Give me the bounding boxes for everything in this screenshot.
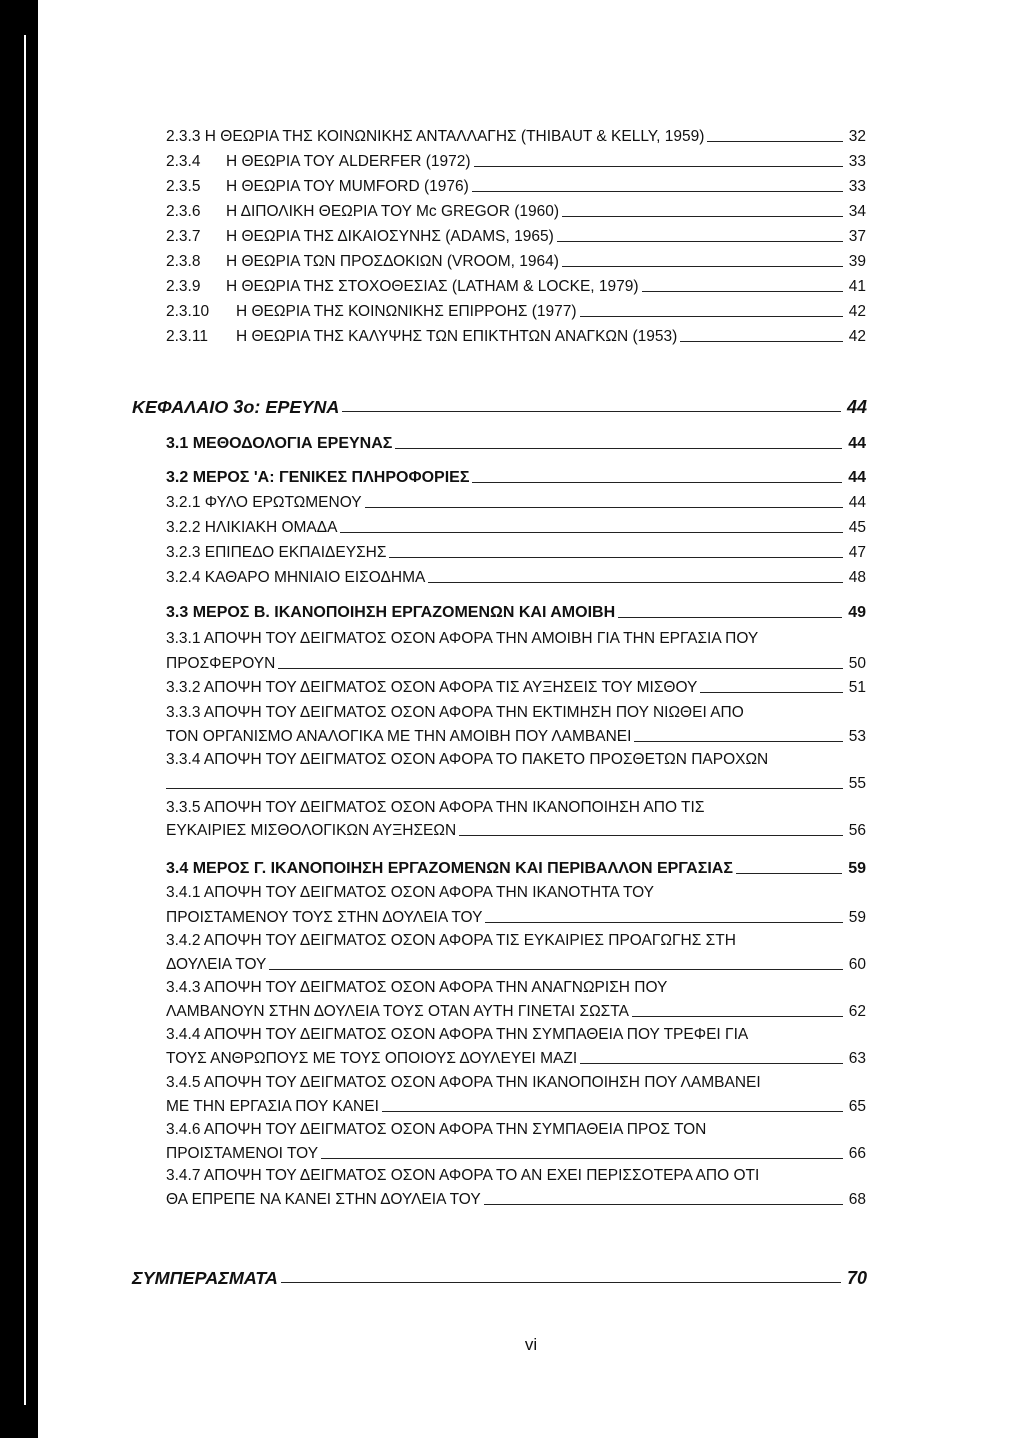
- leader-line: [428, 582, 842, 583]
- toc-section-3-4: 3.4 ΜΕΡΟΣ Γ. ΙΚΑΝΟΠΟΙΗΣΗ ΕΡΓΑΖΟΜΕΝΩΝ ΚΑΙ ΠΕΡΙΒΑΛΛΟΝ ΕΡΓΑΣΙΑΣ 59: [166, 860, 866, 877]
- leader-line: [700, 692, 842, 693]
- toc-entry-3-3-2: 3.3.2 ΑΠΟΨΗ ΤΟΥ ΔΕΙΓΜΑΤΟΣ ΟΣΟΝ ΑΦΟΡΑ ΤΙΣ ΑΥΞΗΣΕΙΣ ΤΟΥ ΜΙΣΘΟΥ 51: [166, 679, 866, 696]
- leader-line: [459, 835, 843, 836]
- leader-line: [557, 241, 843, 242]
- leader-line: [474, 166, 843, 167]
- scan-edge-line: [24, 35, 26, 1405]
- toc-entry-3-4-7-line1: 3.4.7 ΑΠΟΨΗ ΤΟΥ ΔΕΙΓΜΑΤΟΣ ΟΣΟΝ ΑΦΟΡΑ ΤΟ ΑΝ ΕΧΕΙ ΠΕΡΙΣΣΟΤΕΡΑ ΑΠΟ ΟΤΙ: [166, 1167, 760, 1184]
- toc-entry-2-3-3: 2.3.3 Η ΘΕΩΡΙΑ ΤΗΣ ΚΟΙΝΩΝΙΚΗΣ ΑΝΤΑΛΛΑΓΗΣ (THIBAUT & KELLY, 1959) 32: [166, 128, 866, 145]
- toc-conclusions: ΣΥΜΠΕΡΑΣΜΑΤΑ 70: [132, 1268, 867, 1288]
- leader-line: [340, 532, 842, 533]
- leader-line: [269, 969, 842, 970]
- toc-entry-2-3-6: 2.3.6 Η ΔΙΠΟΛΙΚΗ ΘΕΩΡΙΑ ΤΟΥ Mc GREGOR (1960) 34: [166, 203, 866, 220]
- leader-line: [736, 873, 842, 874]
- toc-entry-2-3-11: 2.3.11 Η ΘΕΩΡΙΑ ΤΗΣ ΚΑΛΥΨΗΣ ΤΩΝ ΕΠΙΚΤΗΤΩΝ ΑΝΑΓΚΩΝ (1953) 42: [166, 328, 866, 345]
- toc-entry-3-4-3: ΛΑΜΒΑΝΟΥΝ ΣΤΗΝ ΔΟΥΛΕΙΑ ΤΟΥΣ ΟΤΑΝ ΑΥΤΗ ΓΙΝΕΤΑΙ ΣΩΣΤΑ 62: [166, 1003, 866, 1020]
- toc-entry-3-2-1: 3.2.1 ΦΥΛΟ ΕΡΩΤΩΜΕΝΟΥ 44: [166, 494, 866, 511]
- leader-line: [342, 411, 841, 412]
- leader-line: [166, 788, 843, 789]
- toc-entry-2-3-8: 2.3.8 Η ΘΕΩΡΙΑ ΤΩΝ ΠΡΟΣΔΟΚΙΩΝ (VROOM, 1964) 39: [166, 253, 866, 270]
- toc-section-3-3: 3.3 ΜΕΡΟΣ Β. ΙΚΑΝΟΠΟΙΗΣΗ ΕΡΓΑΖΟΜΕΝΩΝ ΚΑΙ ΑΜΟΙΒΗ 49: [166, 604, 866, 621]
- toc-section-3-1: 3.1 ΜΕΘΟΔΟΛΟΓΙΑ ΕΡΕΥΝΑΣ 44: [166, 435, 866, 452]
- leader-line: [389, 557, 842, 558]
- toc-entry-3-4-4: ΤΟΥΣ ΑΝΘΡΩΠΟΥΣ ΜΕ ΤΟΥΣ ΟΠΟΙΟΥΣ ΔΟΥΛΕΥΕΙ ΜΑΖΙ 63: [166, 1050, 866, 1067]
- toc-entry-3-3-1-line1: 3.3.1 ΑΠΟΨΗ ΤΟΥ ΔΕΙΓΜΑΤΟΣ ΟΣΟΝ ΑΦΟΡΑ ΤΗΝ ΑΜΟΙΒΗ ΓΙΑ ΤΗΝ ΕΡΓΑΣΙΑ ΠΟΥ: [166, 630, 759, 647]
- toc-entry-3-4-6: ΠΡΟΙΣΤΑΜΕΝΟΙ ΤΟΥ 66: [166, 1145, 866, 1162]
- leader-line: [365, 507, 843, 508]
- toc-section-3-2: 3.2 ΜΕΡΟΣ 'Α: ΓΕΝΙΚΕΣ ΠΛΗΡΟΦΟΡΙΕΣ 44: [166, 469, 866, 486]
- leader-line: [472, 191, 843, 192]
- toc-entry-3-4-2-line1: 3.4.2 ΑΠΟΨΗ ΤΟΥ ΔΕΙΓΜΑΤΟΣ ΟΣΟΝ ΑΦΟΡΑ ΤΙΣ ΕΥΚΑΙΡΙΕΣ ΠΡΟΑΓΩΓΗΣ ΣΤΗ: [166, 932, 736, 949]
- toc-entry-3-4-1: ΠΡΟΙΣΤΑΜΕΝΟΥ ΤΟΥΣ ΣΤΗΝ ΔΟΥΛΕΙΑ ΤΟΥ 59: [166, 909, 866, 926]
- toc-entry-3-3-5-line1: 3.3.5 ΑΠΟΨΗ ΤΟΥ ΔΕΙΓΜΑΤΟΣ ΟΣΟΝ ΑΦΟΡΑ ΤΗΝ ΙΚΑΝΟΠΟΙΗΣΗ ΑΠΟ ΤΙΣ: [166, 799, 705, 816]
- leader-line: [618, 617, 842, 618]
- leader-line: [562, 216, 843, 217]
- toc-entry-3-4-6-line1: 3.4.6 ΑΠΟΨΗ ΤΟΥ ΔΕΙΓΜΑΤΟΣ ΟΣΟΝ ΑΦΟΡΑ ΤΗΝ ΣΥΜΠΑΘΕΙΑ ΠΡΟΣ ΤΟΝ: [166, 1121, 707, 1138]
- toc-entry-3-3-3-line1: 3.3.3 ΑΠΟΨΗ ΤΟΥ ΔΕΙΓΜΑΤΟΣ ΟΣΟΝ ΑΦΟΡΑ ΤΗΝ ΕΚΤΙΜΗΣΗ ΠΟΥ ΝΙΩΘΕΙ ΑΠΟ: [166, 704, 744, 721]
- toc-entry-3-2-3: 3.2.3 ΕΠΙΠΕΔΟ ΕΚΠΑΙΔΕΥΣΗΣ 47: [166, 544, 866, 561]
- toc-entry-3-4-2: ΔΟΥΛΕΙΑ ΤΟΥ 60: [166, 956, 866, 973]
- leader-line: [707, 141, 842, 142]
- leader-line: [642, 291, 843, 292]
- toc-entry-2-3-9: 2.3.9 Η ΘΕΩΡΙΑ ΤΗΣ ΣΤΟΧΟΘΕΣΙΑΣ (LATHAM & LOCKE, 1979) 41: [166, 278, 866, 295]
- document-page: [38, 0, 1024, 1438]
- leader-line: [484, 1204, 843, 1205]
- toc-entry-3-3-4-line1: 3.3.4 ΑΠΟΨΗ ΤΟΥ ΔΕΙΓΜΑΤΟΣ ΟΣΟΝ ΑΦΟΡΑ ΤΟ ΠΑΚΕΤΟ ΠΡΟΣΘΕΤΩΝ ΠΑΡΟΧΩΝ: [166, 751, 769, 768]
- leader-line: [580, 1063, 843, 1064]
- leader-line: [321, 1158, 843, 1159]
- leader-line: [395, 448, 842, 449]
- leader-line: [278, 668, 842, 669]
- leader-line: [632, 1016, 843, 1017]
- toc-entry-3-4-3-line1: 3.4.3 ΑΠΟΨΗ ΤΟΥ ΔΕΙΓΜΑΤΟΣ ΟΣΟΝ ΑΦΟΡΑ ΤΗΝ ΑΝΑΓΝΩΡΙΣΗ ΠΟΥ: [166, 979, 668, 996]
- leader-line: [485, 922, 842, 923]
- toc-entry-3-3-1: ΠΡΟΣΦΕΡΟΥΝ 50: [166, 655, 866, 672]
- page-number: vi: [524, 1335, 538, 1354]
- toc-entry-3-4-7: ΘΑ ΕΠΡΕΠΕ ΝΑ ΚΑΝΕΙ ΣΤΗΝ ΔΟΥΛΕΙΑ ΤΟΥ 68: [166, 1191, 866, 1208]
- toc-entry-2-3-7: 2.3.7 Η ΘΕΩΡΙΑ ΤΗΣ ΔΙΚΑΙΟΣΥΝΗΣ (ADAMS, 1965) 37: [166, 228, 866, 245]
- leader-line: [382, 1111, 843, 1112]
- toc-entry-2-3-5: 2.3.5 Η ΘΕΩΡΙΑ ΤΟΥ MUMFORD (1976) 33: [166, 178, 866, 195]
- leader-line: [472, 482, 842, 483]
- toc-entry-3-2-4: 3.2.4 ΚΑΘΑΡΟ ΜΗΝΙΑΙΟ ΕΙΣΟΔΗΜΑ 48: [166, 569, 866, 586]
- leader-line: [634, 741, 842, 742]
- toc-entry-3-4-5-line1: 3.4.5 ΑΠΟΨΗ ΤΟΥ ΔΕΙΓΜΑΤΟΣ ΟΣΟΝ ΑΦΟΡΑ ΤΗΝ ΙΚΑΝΟΠΟΙΗΣΗ ΠΟΥ ΛΑΜΒΑΝΕΙ: [166, 1074, 761, 1091]
- toc-entry-3-3-3: ΤΟΝ ΟΡΓΑΝΙΣΜΟ ΑΝΑΛΟΓΙΚΑ ΜΕ ΤΗΝ ΑΜΟΙΒΗ ΠΟΥ ΛΑΜΒΑΝΕΙ 53: [166, 728, 866, 745]
- leader-line: [281, 1282, 841, 1283]
- toc-entry-3-3-5: ΕΥΚΑΙΡΙΕΣ ΜΙΣΘΟΛΟΓΙΚΩΝ ΑΥΞΗΣΕΩΝ 56: [166, 822, 866, 839]
- toc-entry-3-4-4-line1: 3.4.4 ΑΠΟΨΗ ΤΟΥ ΔΕΙΓΜΑΤΟΣ ΟΣΟΝ ΑΦΟΡΑ ΤΗΝ ΣΥΜΠΑΘΕΙΑ ΠΟΥ ΤΡΕΦΕΙ ΓΙΑ: [166, 1026, 749, 1043]
- toc-entry-2-3-4: 2.3.4 Η ΘΕΩΡΙΑ ΤΟΥ ALDERFER (1972) 33: [166, 153, 866, 170]
- leader-line: [580, 316, 843, 317]
- leader-line: [562, 266, 843, 267]
- toc-entry-3-3-4: 55: [166, 772, 866, 794]
- leader-line: [680, 341, 842, 342]
- toc-entry-3-4-5: ΜΕ ΤΗΝ ΕΡΓΑΣΙΑ ΠΟΥ ΚΑΝΕΙ 65: [166, 1098, 866, 1115]
- toc-chapter-3: ΚΕΦΑΛΑΙΟ 3ο: ΕΡΕΥΝΑ 44: [132, 397, 867, 417]
- table-of-contents: [38, 0, 1024, 1438]
- toc-entry-3-4-1-line1: 3.4.1 ΑΠΟΨΗ ΤΟΥ ΔΕΙΓΜΑΤΟΣ ΟΣΟΝ ΑΦΟΡΑ ΤΗΝ ΙΚΑΝΟΤΗΤΑ ΤΟΥ: [166, 884, 655, 901]
- toc-entry-2-3-10: 2.3.10 Η ΘΕΩΡΙΑ ΤΗΣ ΚΟΙΝΩΝΙΚΗΣ ΕΠΙΡΡΟΗΣ (1977) 42: [166, 303, 866, 320]
- toc-entry-3-2-2: 3.2.2 ΗΛΙΚΙΑΚΗ ΟΜΑΔΑ 45: [166, 519, 866, 536]
